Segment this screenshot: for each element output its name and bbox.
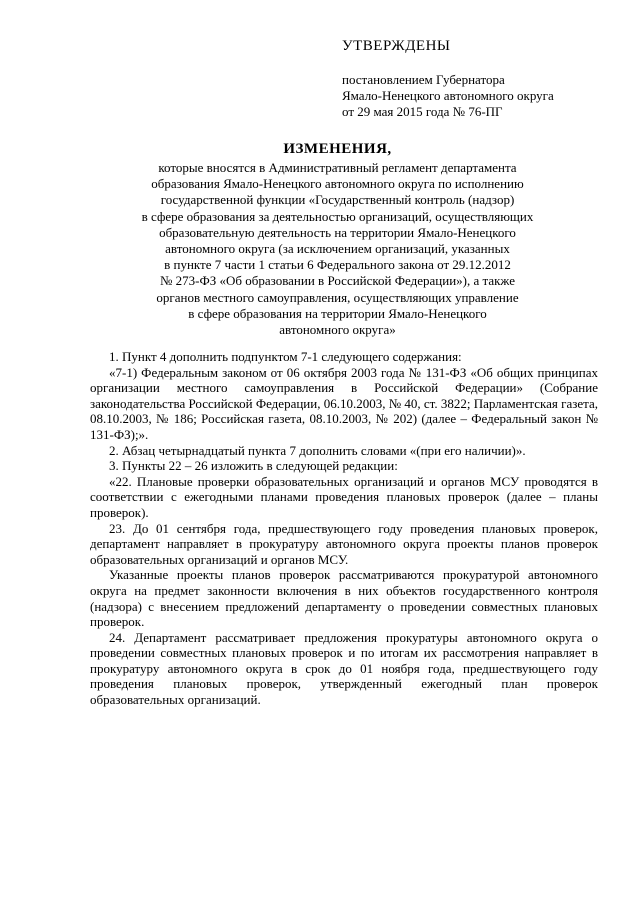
paragraph-1: 1. Пункт 4 дополнить подпунктом 7-1 следующего содержания: <box>109 349 462 364</box>
heading-line: образования Ямало-Ненецкого автономного округа по исполнению <box>151 176 524 192</box>
heading-title: ИЗМЕНЕНИЯ, <box>283 141 392 157</box>
document-heading <box>70 140 605 338</box>
paragraph-7-1: «7-1) Федеральным законом от 06 октября 2003 года № 131-ФЗ «Об общих принципах организации местного самоуправления в Российской Федерации» (Собрание законодательства Российской Федерации, 06.10.2003, № 40, ст. 3822; Парламентская газета, 08.10.2003, № 186; Российская газета, 08.10.2003, № 202) (далее – Федеральный закон № 131-ФЗ);». <box>90 364 598 442</box>
heading-line: автономного округа» <box>279 322 396 338</box>
approval-line-2: Ямало-Ненецкого автономного округа <box>342 88 554 103</box>
heading-line: № 273-ФЗ «Об образовании в Российской Федерации»), а также <box>159 273 516 289</box>
approval-block <box>342 38 632 120</box>
heading-line: государственной функции «Государственный контроль (надзор) <box>160 192 515 208</box>
heading-line: которые вносятся в Административный регламент департамента <box>158 160 517 175</box>
paragraph-2: 2. Абзац четырнадцатый пункта 7 дополнить словами «(при его наличии)». <box>109 442 526 458</box>
approval-line-3: от 29 мая 2015 года № 76-ПГ <box>342 104 503 119</box>
paragraph-3: 3. Пункты 22 – 26 изложить в следующей редакции: <box>109 458 398 474</box>
paragraph-23-continued: Указанные проекты планов проверок рассматриваются прокуратурой автономного округа на предмет законности включения в них объектов государственного контроля (надзора) с внесением предложений департаменту о проведении совместных плановых проверок. <box>90 567 598 630</box>
approval-line-1: постановлением Губернатора <box>342 72 505 87</box>
heading-line: в сфере образования за деятельностью организаций, осуществляющих <box>141 208 534 224</box>
document-body <box>90 349 598 708</box>
heading-line: в пункте 7 части 1 статьи 6 Федерального закона от 29.12.2012 <box>164 257 511 273</box>
heading-line: органов местного самоуправления, осуществляющих управление <box>156 289 519 305</box>
paragraph-23: 23. До 01 сентября года, предшествующего году проведения плановых проверок, департамент направляет в прокуратуру автономного округа проекты планов проверок образовательных организаций и органов МСУ. <box>90 520 598 567</box>
paragraph-24: 24. Департамент рассматривает предложения прокуратуры автономного округа о проведении совместных плановых проверок и по итогам их рассмотрения направляет в прокуратуру автономного округа в срок до 01 ноября года, предшествующего году проведения плановых проверок, утвержденный ежегодный план проверок образовательных организаций. <box>90 629 598 708</box>
paragraph-22: «22. Плановые проверки образовательных организаций и органов МСУ проводятся в соответствии с ежегодными планами проведения плановых проверок (далее – планы проверок). <box>90 473 598 520</box>
heading-line: в сфере образования на территории Ямало-Ненецкого <box>188 305 487 321</box>
heading-line: образовательную деятельность на территории Ямало-Ненецкого <box>159 224 516 240</box>
heading-line: автономного округа (за исключением организаций, указанных <box>165 241 510 257</box>
approval-title: УТВЕРЖДЕНЫ <box>342 38 451 54</box>
